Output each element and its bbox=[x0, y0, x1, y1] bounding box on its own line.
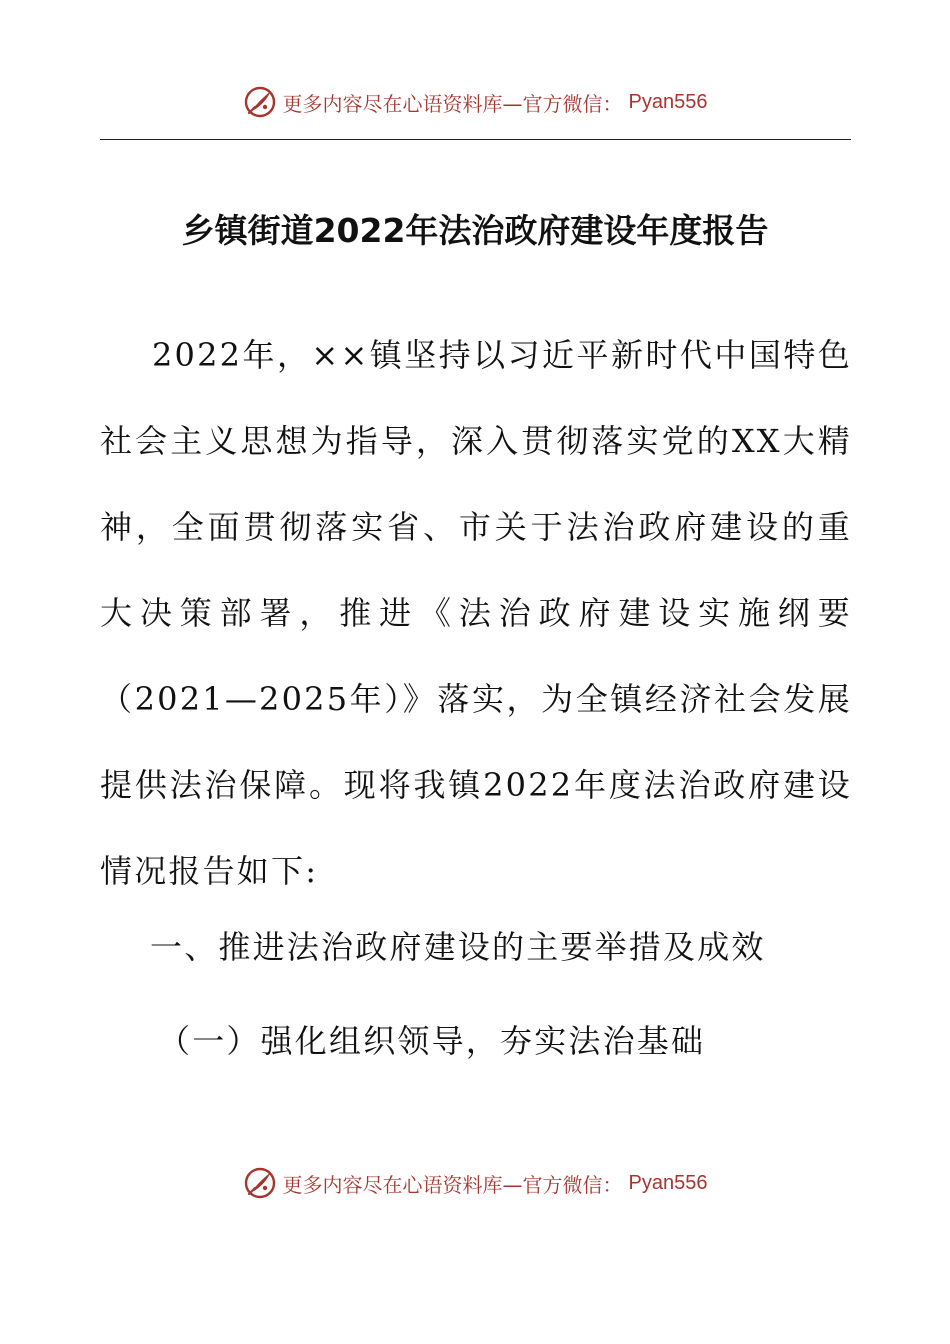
footer-banner-text: 更多内容尽在心语资料库—官方微信： bbox=[282, 1172, 623, 1197]
document-title: 乡镇街道2022年法治政府建设年度报告 bbox=[181, 211, 769, 250]
quill-pen-logo-icon bbox=[243, 1166, 277, 1200]
quill-pen-logo-icon bbox=[243, 85, 277, 119]
footer-wechat-id: Pyan556 bbox=[628, 1171, 708, 1194]
subsection-heading: （一）强化组织领导，夯实法治基础 bbox=[158, 1022, 706, 1060]
section-heading: 一、推进法治政府建设的主要举措及成效 bbox=[150, 928, 766, 966]
header-banner bbox=[0, 82, 950, 122]
footer-banner bbox=[0, 1163, 950, 1203]
header-banner-text: 更多内容尽在心语资料库—官方微信： bbox=[282, 91, 623, 116]
intro-paragraph: 2022年，××镇坚持以习近平新时代中国特色社会主义思想为指导，深入贯彻落实党的XX大精神，全面贯彻落实省、市关于法治政府建设的重大决策部署，推进《法治政府建设实施纲要（2021—2025年）》落实，为全镇经济社会发展提供法治保障。现将我镇2022年度法治政府建设情况报告如下: bbox=[100, 336, 852, 890]
header-wechat-id: Pyan556 bbox=[628, 90, 708, 113]
header-divider bbox=[100, 139, 851, 140]
